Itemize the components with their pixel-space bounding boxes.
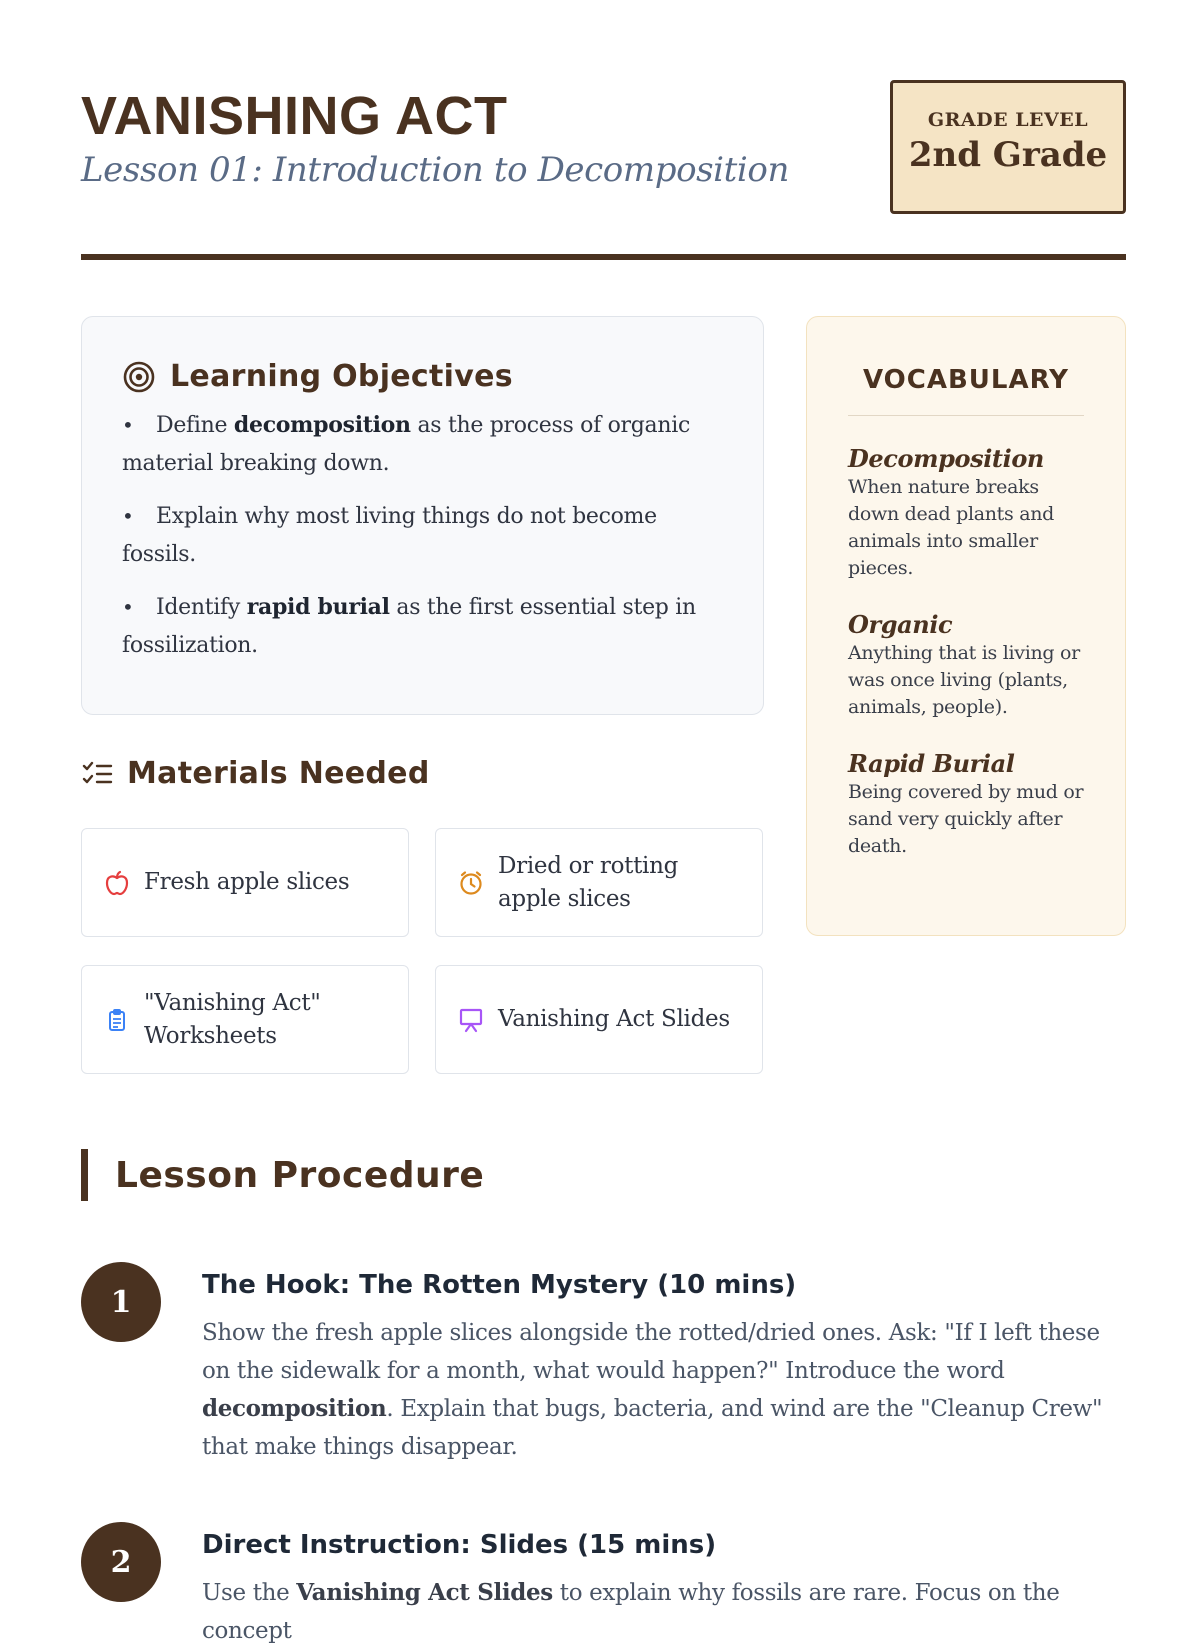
vocabulary-card xyxy=(806,316,1126,936)
step-body xyxy=(202,1262,1126,1466)
materials-heading xyxy=(81,756,430,791)
material-card-slides xyxy=(435,965,763,1074)
vocabulary-title: VOCABULARY xyxy=(862,365,1069,395)
apple-icon xyxy=(104,870,130,896)
lesson-subtitle: Lesson 01: Introduction to Decomposition xyxy=(81,150,789,190)
vocab-term: Decomposition xyxy=(848,444,1044,473)
learning-objectives-heading xyxy=(122,359,723,394)
material-label: Vanishing Act Slides xyxy=(498,1006,730,1032)
clock-icon xyxy=(458,870,484,896)
header-divider xyxy=(81,254,1126,260)
objective-item: • Define decomposition as the process of organic material breaking down. xyxy=(122,412,690,476)
material-card-fresh-apples xyxy=(81,828,409,937)
lesson-procedure-heading xyxy=(81,1149,484,1201)
vocab-definition: Anything that is living or was once living (plants, animals, people). xyxy=(848,642,1080,718)
material-label: "Vanishing Act" Worksheets xyxy=(144,989,321,1049)
step-number-badge: 1 xyxy=(81,1262,161,1342)
vocab-term: Organic xyxy=(848,610,953,639)
material-card-rotting-apples xyxy=(435,828,763,937)
step-body xyxy=(202,1522,1126,1650)
lesson-header xyxy=(81,80,1126,260)
checklist-icon xyxy=(81,758,113,790)
step-number-badge: 2 xyxy=(81,1522,161,1602)
step-title: The Hook: The Rotten Mystery (10 mins) xyxy=(202,1270,797,1300)
grade-level-badge xyxy=(890,80,1126,214)
learning-objectives-title: Learning Objectives xyxy=(170,359,513,394)
vocab-item xyxy=(848,749,1084,860)
step-description: Use the Vanishing Act Slides to explain why fossils are rare. Focus on the concept xyxy=(202,1579,1060,1644)
step-title: Direct Instruction: Slides (15 mins) xyxy=(202,1530,717,1560)
learning-objectives-card xyxy=(81,316,764,715)
grade-level-value: 2nd Grade xyxy=(908,135,1108,175)
material-label: Fresh apple slices xyxy=(144,869,350,895)
lesson-title: VANISHING ACT xyxy=(81,86,508,146)
vocab-definition: When nature breaks down dead plants and animals into smaller pieces. xyxy=(848,476,1055,579)
material-card-worksheets xyxy=(81,965,409,1074)
vocab-definition: Being covered by mud or sand very quickly after death. xyxy=(848,781,1084,857)
clipboard-icon xyxy=(104,1007,130,1033)
material-label: Dried or rotting apple slices xyxy=(498,852,679,912)
vocab-item xyxy=(848,444,1084,582)
vocab-term: Rapid Burial xyxy=(848,749,1015,778)
grade-level-label: GRADE LEVEL xyxy=(927,109,1089,131)
lesson-procedure-title: Lesson Procedure xyxy=(115,1154,485,1196)
step-description: Show the fresh apple slices alongside the rotted/dried ones. Ask: "If I left these on the sidewalk for a month, what would happen?" Introduce the word decomposition. Explain that bugs, bacteria, and wind are the "Cleanup Crew" that make things disappear. xyxy=(202,1320,1103,1460)
vocabulary-divider xyxy=(848,415,1084,416)
target-icon xyxy=(122,360,156,394)
objectives-list xyxy=(122,406,723,665)
vocab-item xyxy=(848,610,1084,721)
objective-item: • Identify rapid burial as the first essential step in fossilization. xyxy=(122,594,696,658)
materials-title: Materials Needed xyxy=(127,756,430,791)
presentation-icon xyxy=(458,1007,484,1033)
objective-item: • Explain why most living things do not become fossils. xyxy=(122,504,657,567)
